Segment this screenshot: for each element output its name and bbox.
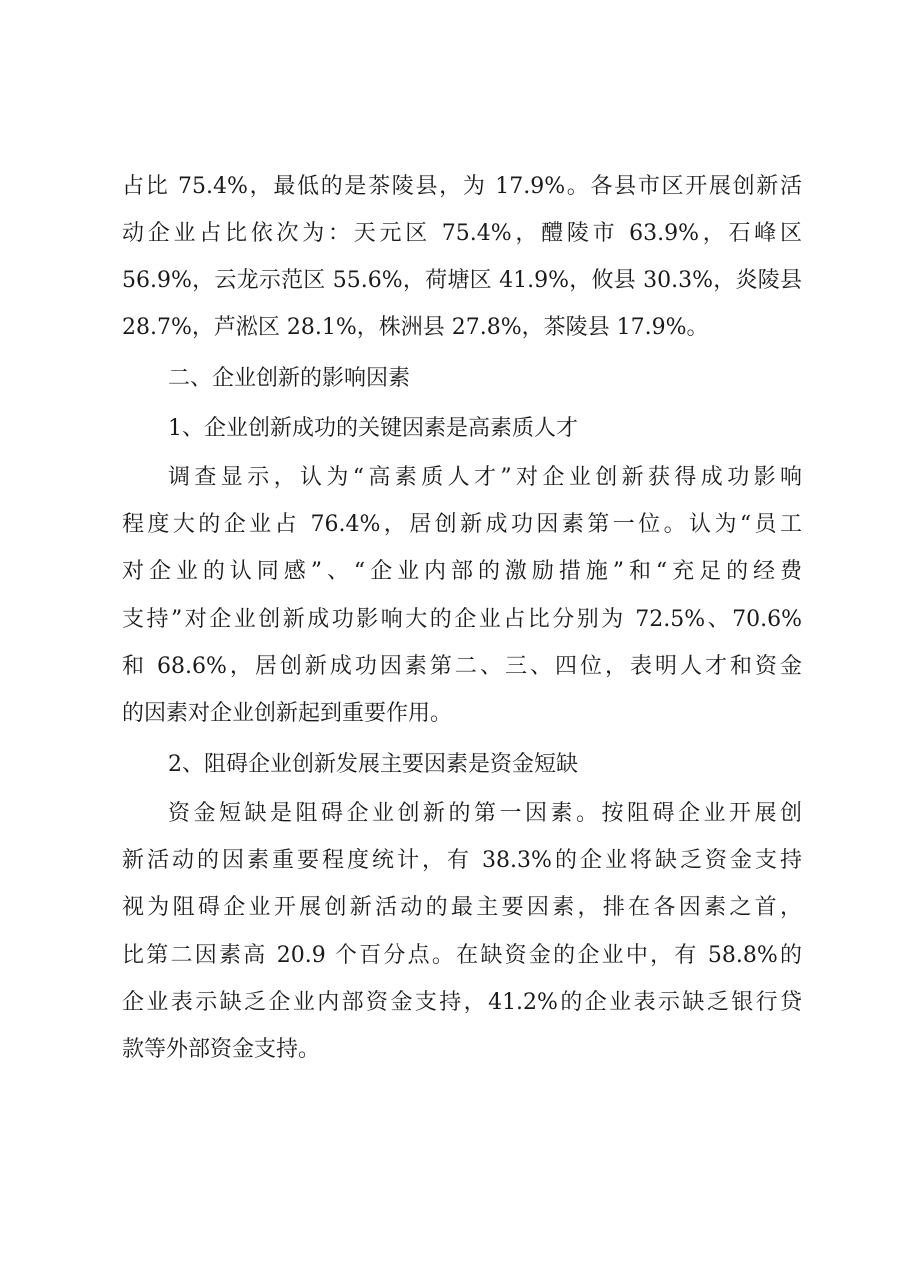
text-line: 款等外部资金支持。 bbox=[122, 1037, 321, 1062]
text-line: 28.7%，芦淞区 28.1%，株洲县 27.8%，茶陵县 17.9%。 bbox=[122, 315, 709, 340]
text-line: 56.9%，云龙示范区 55.6%，荷塘区 41.9%，攸县 30.3%，炎陵县 bbox=[122, 268, 802, 293]
section-heading: 二、企业创新的影响因素 bbox=[168, 366, 411, 391]
text-line: 企业表示缺乏企业内部资金支持，41.2%的企业表示缺乏银行贷 bbox=[122, 990, 802, 1015]
text-line: 占比 75.4%，最低的是茶陵县，为 17.9%。各县市区开展创新活 bbox=[122, 174, 802, 199]
subsection-heading: 2、阻碍企业创新发展主要因素是资金短缺 bbox=[168, 752, 578, 777]
text-line: 视为阻碍企业开展创新活动的最主要因素，排在各因素之首， bbox=[122, 895, 802, 920]
text-line: 对企业的认同感”、“企业内部的激励措施”和“充足的经费 bbox=[122, 559, 802, 584]
text-line: 新活动的因素重要程度统计，有 38.3%的企业将缺乏资金支持 bbox=[122, 848, 802, 873]
text-line: 动企业占比依次为：天元区 75.4%，醴陵市 63.9%，石峰区 bbox=[122, 221, 802, 246]
text-line: 支持”对企业创新成功影响大的企业占比分别为 72.5%、70.6% bbox=[122, 607, 802, 632]
text-line: 和 68.6%，居创新成功因素第二、三、四位，表明人才和资金 bbox=[122, 654, 802, 679]
text-line: 资金短缺是阻碍企业创新的第一因素。按阻碍企业开展创 bbox=[168, 801, 802, 826]
text-line: 调查显示，认为“高素质人才”对企业创新获得成功影响 bbox=[168, 465, 802, 490]
text-line: 比第二因素高 20.9 个百分点。在缺资金的企业中，有 58.8%的 bbox=[122, 943, 802, 968]
subsection-heading: 1、企业创新成功的关键因素是高素质人才 bbox=[168, 416, 578, 441]
text-line: 程度大的企业占 76.4%，居创新成功因素第一位。认为“员工 bbox=[122, 512, 802, 537]
text-line: 的因素对企业创新起到重要作用。 bbox=[122, 701, 453, 726]
